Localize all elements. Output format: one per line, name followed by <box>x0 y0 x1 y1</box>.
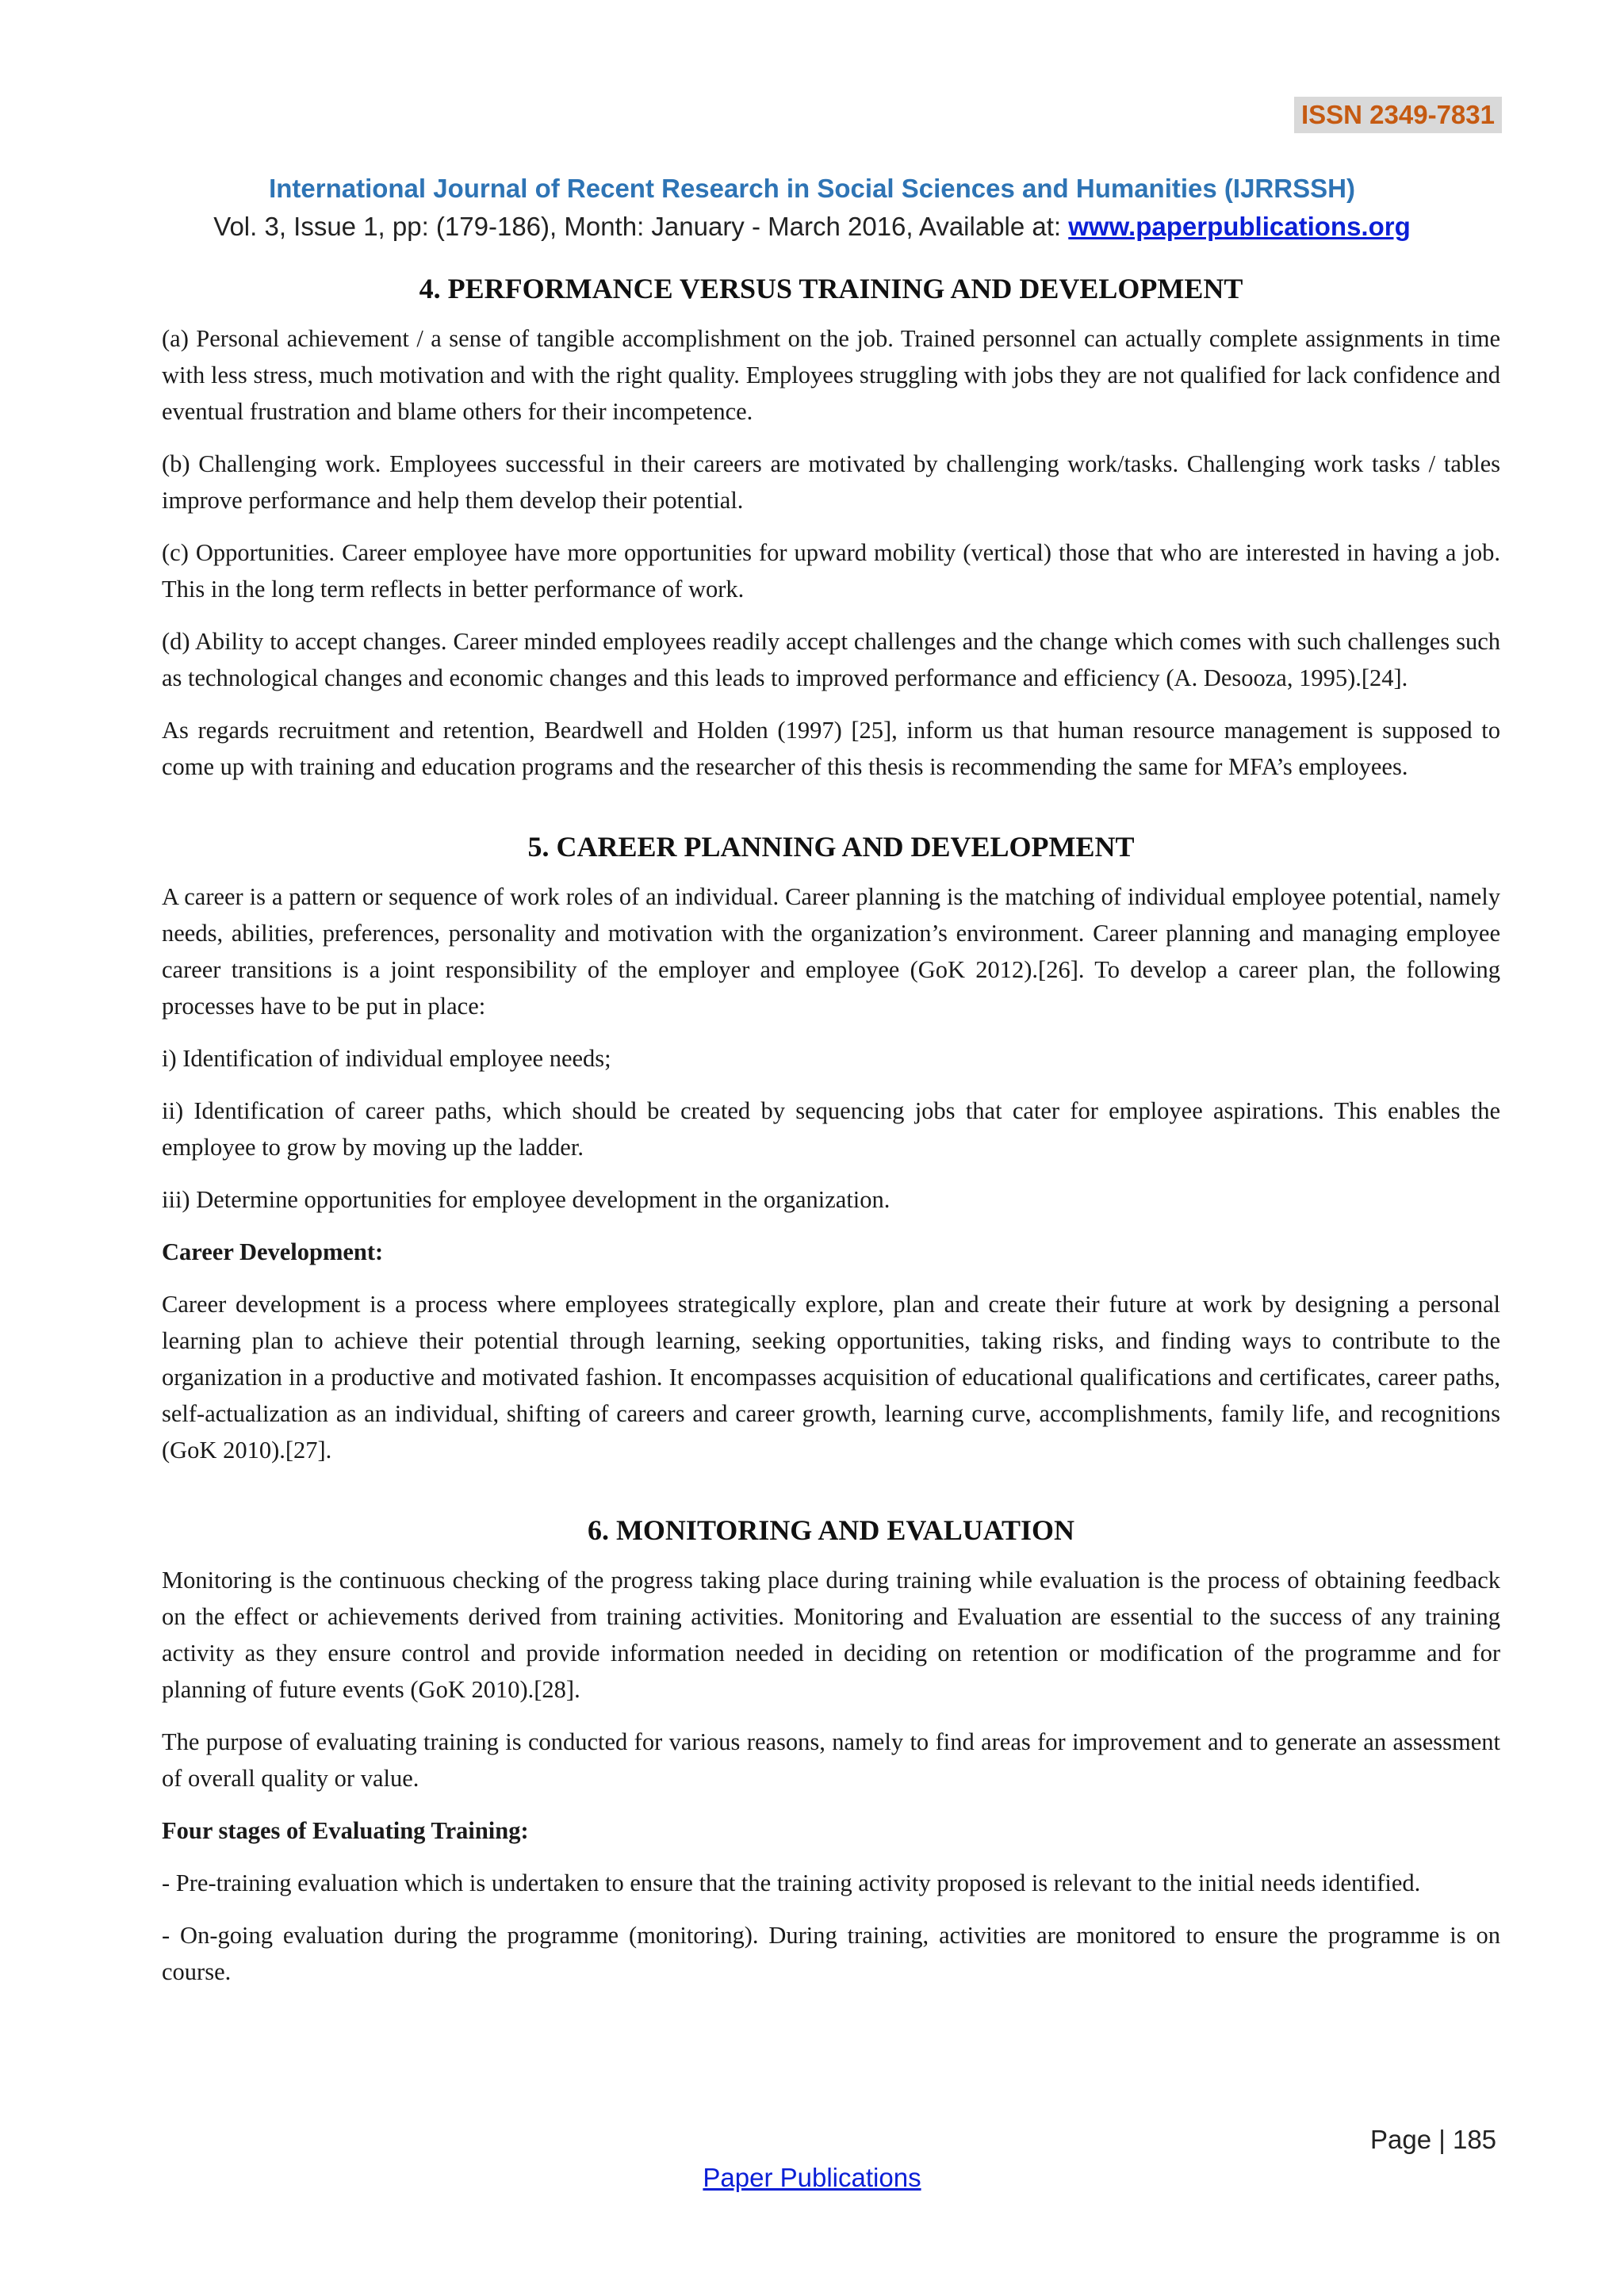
volume-text: Vol. 3, Issue 1, pp: (179-186), Month: January - March 2016, Available at: <box>213 212 1069 241</box>
issn-badge: ISSN 2349-7831 <box>1294 97 1502 133</box>
paragraph: The purpose of evaluating training is conducted for various reasons, namely to find areas for improvement and to generate an assessment of overall quality or value. <box>162 1728 1500 1792</box>
section-6-heading: 6. MONITORING AND EVALUATION <box>587 1514 1075 1546</box>
page-content <box>162 266 1500 1990</box>
list-item: ii) Identification of career paths, which should be created by sequencing jobs that cater for employee aspirations. This enables the employee to grow by moving up the ladder. <box>162 1097 1500 1161</box>
list-item: - On-going evaluation during the programme (monitoring). During training, activities are monitored to ensure the programme is on course. <box>162 1922 1500 1985</box>
publisher-footer <box>0 2163 1624 2193</box>
journal-title: International Journal of Recent Research in Social Sciences and Humanities (IJRRSSH) <box>269 174 1355 203</box>
list-item: i) Identification of individual employee needs; <box>162 1045 611 1072</box>
website-link[interactable]: www.paperpublications.org <box>1068 212 1411 241</box>
subheading-career-development: Career Development: <box>162 1238 384 1265</box>
publisher-link[interactable]: Paper Publications <box>703 2163 921 2192</box>
subheading-evaluation-stages: Four stages of Evaluating Training: <box>162 1817 529 1844</box>
list-item: - Pre-training evaluation which is undertaken to ensure that the training activity proposed is relevant to the initial needs identified. <box>162 1869 1421 1896</box>
paragraph: (c) Opportunities. Career employee have more opportunities for upward mobility (vertical) those that who are interested in having a job. This in the long term reflects in better performance of work. <box>162 539 1500 603</box>
section-5-heading: 5. CAREER PLANNING AND DEVELOPMENT <box>527 831 1135 863</box>
journal-header <box>0 170 1624 246</box>
volume-info <box>0 208 1624 246</box>
page-number: Page | 185 <box>1370 2125 1497 2154</box>
paragraph: Career development is a process where employees strategically explore, plan and create their future at work by designing a personal learning plan to achieve their potential through learning, seeking opportunities, taking risks, and finding ways to contribute to the organization in a productive and motivated fashion. It encompasses acquisition of educational qualifications and certificates, career paths, self-actualization as an individual, shifting of careers and career growth, learning curve, accomplishments, family life, and recognitions (GoK 2010).[27]. <box>162 1291 1500 1464</box>
paragraph: (b) Challenging work. Employees successful in their careers are motivated by challenging work/tasks. Challenging work tasks / tables improve performance and help them develop their potential. <box>162 450 1500 514</box>
paragraph: As regards recruitment and retention, Beardwell and Holden (1997) [25], inform us that human resource management is supposed to come up with training and education programs and the researcher of this thesis is recommending the same for MFA’s employees. <box>162 717 1500 780</box>
paragraph: (a) Personal achievement / a sense of tangible accomplishment on the job. Trained personnel can actually complete assignments in time with less stress, much motivation and with the right quality. Employees struggling with jobs they are not qualified for lack confidence and eventual frustration and blame others for their incompetence. <box>162 325 1500 425</box>
paragraph: Monitoring is the continuous checking of the progress taking place during training while evaluation is the process of obtaining feedback on the effect or achievements derived from training activities. Monitoring and Evaluation are essential to the success of any training activity as they ensure control and provide information needed in deciding on retention or modification of the programme and for planning of future events (GoK 2010).[28]. <box>162 1567 1500 1703</box>
list-item: iii) Determine opportunities for employee development in the organization. <box>162 1186 891 1213</box>
paragraph: (d) Ability to accept changes. Career minded employees readily accept challenges and the change which comes with such challenges such as technological changes and economic changes and this leads to improved performance and efficiency (A. Desooza, 1995).[24]. <box>162 628 1500 691</box>
paragraph: A career is a pattern or sequence of work roles of an individual. Career planning is the matching of individual employee potential, namely needs, abilities, preferences, personality and motivation with the organization’s environment. Career planning and managing employee career transitions is a joint responsibility of the employer and employee (GoK 2012).[26]. To develop a career plan, the following processes have to be put in place: <box>162 883 1500 1020</box>
section-4-heading: 4. PERFORMANCE VERSUS TRAINING AND DEVELOPMENT <box>419 273 1243 304</box>
